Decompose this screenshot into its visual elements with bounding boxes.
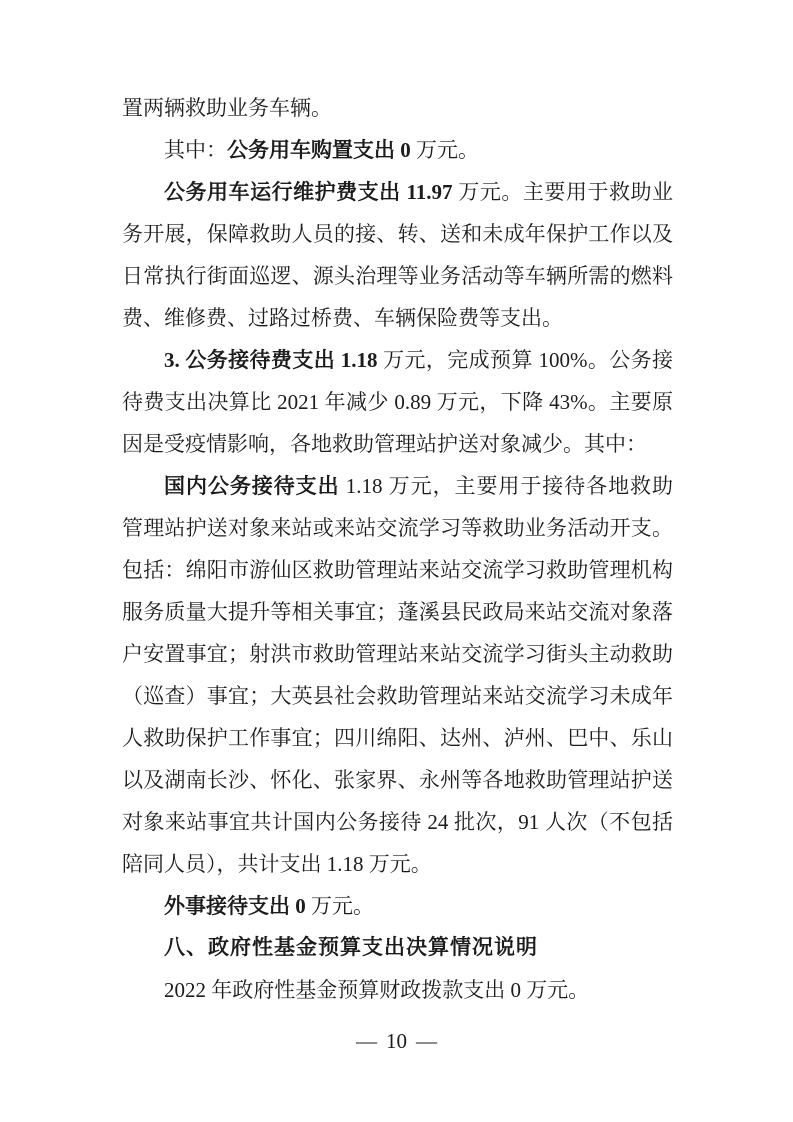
paragraph-official-reception [122, 339, 673, 465]
section-heading-government-funds [122, 927, 673, 969]
text-run: 万元。 [305, 894, 374, 918]
text-run: 万元，完成预算 100%。公务接待费支出决算比 2021 年减少 0.89 万元，下降 43%。主要原因是受疫情影响，各地救助管理站护送对象减少。其中： [122, 348, 673, 456]
page-footer [0, 1026, 793, 1056]
text-run: 万元。 [410, 138, 479, 162]
text-run: 置两辆救助业务车辆。 [122, 96, 332, 120]
paragraph-continuation [122, 87, 673, 129]
text-run-bold: 公务用车运行维护费支出 11.97 [164, 180, 453, 204]
text-run: 1.18 万元，主要用于接待各地救助管理站护送对象来站或来站交流学习等救助业务活动开支。包括：绵阳市游仙区救助管理站来站交流学习救助管理机构服务质量大提升等相关事宜；蓬溪县民政局来站交流对象落户安置事宜；射洪市救助管理站来站交流学习街头主动救助（巡查）事宜；大英县社会救助管理站来站交流学习未成年人救助保护工作事宜；四川绵阳、达州、泸州、巴中、乐山以及湖南长沙、怀化、张家界、永州等各地救助管理站护送对象来站事宜共计国内公务接待 24 批次，91 人次（不包括陪同人员），共计支出 1.18 万元。 [122, 474, 674, 876]
paragraph-vehicle-purchase [122, 129, 673, 171]
paragraph-foreign-reception [122, 885, 673, 927]
paragraph-vehicle-maintenance [122, 171, 673, 339]
text-run-bold: 国内公务接待支出 [164, 474, 340, 498]
page-number: 10 [386, 1029, 407, 1053]
section-heading-text: 八、政府性基金预算支出决算情况说明 [164, 936, 538, 959]
paragraph-domestic-reception [122, 465, 673, 885]
text-run: 其中： [164, 138, 227, 162]
footer-dash-left: — [356, 1029, 377, 1053]
paragraph-government-funds [122, 969, 673, 1011]
text-run-bold: 3. 公务接待费支出 1.18 [164, 348, 378, 372]
text-run: 2022 年政府性基金预算财政拨款支出 0 万元。 [164, 978, 590, 1002]
text-run-bold: 外事接待支出 0 [164, 894, 306, 918]
text-run: 万元。主要用于救助业务开展，保障救助人员的接、转、送和未成年保护工作以及日常执行街面巡逻、源头治理等业务活动等车辆所需的燃料费、维修费、过路过桥费、车辆保险费等支出。 [122, 180, 673, 330]
text-run-bold: 公务用车购置支出 0 [227, 138, 411, 162]
footer-dash-right: — [416, 1029, 437, 1053]
document-text-block [122, 87, 673, 1011]
